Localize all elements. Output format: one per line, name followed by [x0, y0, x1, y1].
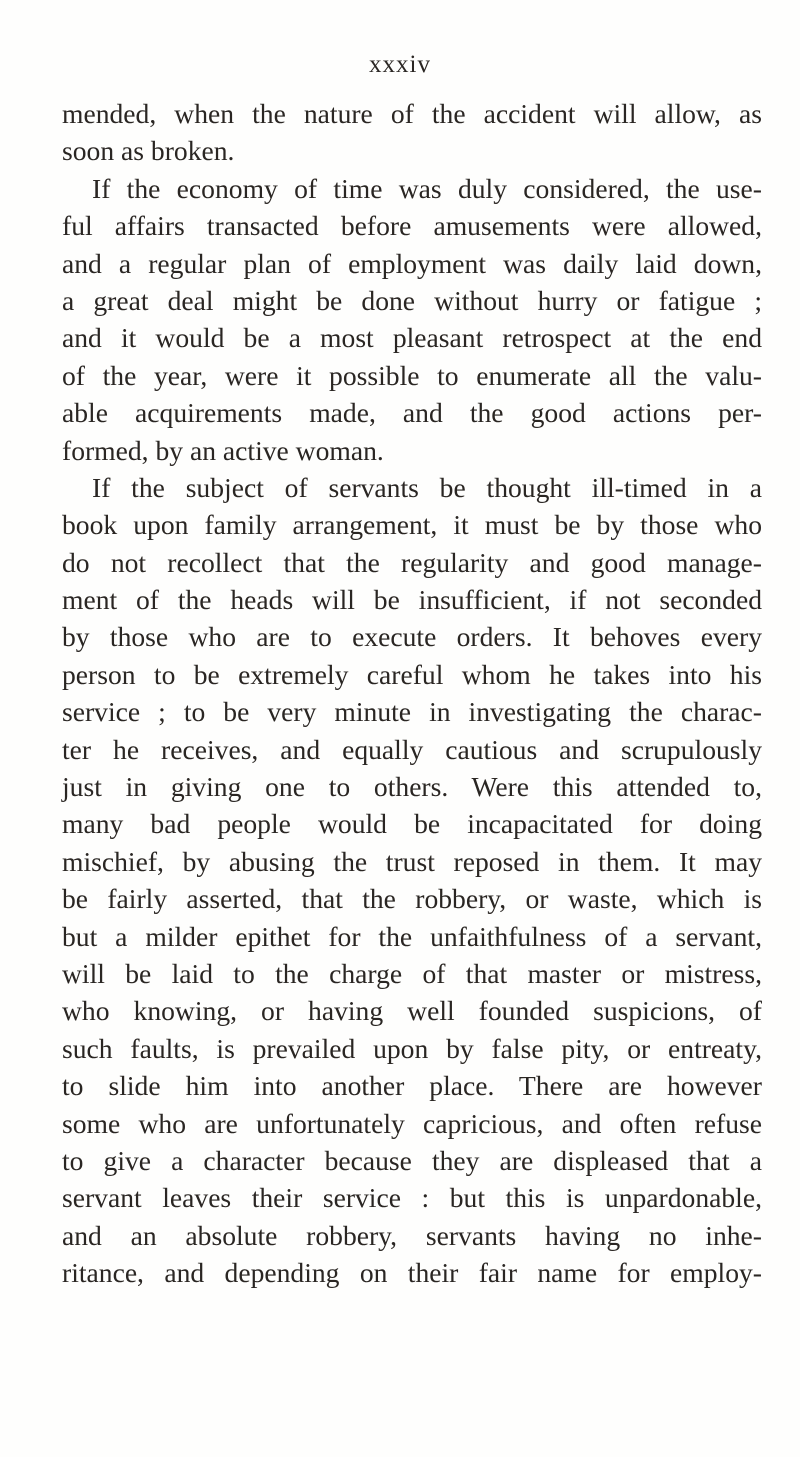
- text-line: and a regular plan of employment was daily laid down,: [62, 247, 762, 279]
- body-text: [62, 95, 762, 1292]
- text-line: ment of the heads will be insufficient, if not seconded: [62, 584, 762, 616]
- text-line: be fairly asserted, that the robbery, or waste, which is: [62, 883, 762, 915]
- text-line: and an absolute robbery, servants having no inhe-: [62, 1219, 762, 1251]
- text-line: and it would be a most pleasant retrospect at the end: [62, 322, 762, 354]
- page-number: xxxiv: [369, 51, 431, 78]
- text-line: by those who are to execute orders. It behoves every: [62, 621, 762, 653]
- text-line: If the subject of servants be thought ill-timed in a: [92, 471, 762, 503]
- text-line: such faults, is prevailed upon by false pity, or entreaty,: [62, 1032, 762, 1064]
- text-line: If the economy of time was duly considered, the use-: [92, 172, 762, 204]
- text-line: many bad people would be incapacitated for doing: [62, 808, 762, 840]
- text-line: mischief, by abusing the trust reposed in them. It may: [62, 845, 762, 877]
- text-line: servant leaves their service : but this is unpardonable,: [62, 1182, 762, 1214]
- text-line: ter he receives, and equally cautious and scrupulously: [62, 733, 762, 765]
- text-line: just in giving one to others. Were this attended to,: [62, 771, 762, 803]
- text-line: book upon family arrangement, it must be by those who: [62, 509, 762, 541]
- text-line: to slide him into another place. There are however: [62, 1070, 762, 1102]
- text-line: ritance, and depending on their fair name for employ-: [62, 1257, 762, 1289]
- text-line: to give a character because they are displeased that a: [62, 1144, 762, 1176]
- text-line: mended, when the nature of the accident will allow, as: [62, 98, 762, 129]
- text-line: person to be extremely careful whom he takes into his: [62, 658, 762, 690]
- text-line: some who are unfortunately capricious, and often refuse: [62, 1107, 762, 1139]
- text-line: who knowing, or having well founded suspicions, of: [62, 995, 762, 1027]
- text-line: do not recollect that the regularity and good manage-: [62, 546, 762, 578]
- text-line: ful affairs transacted before amusements were allowed,: [62, 210, 762, 242]
- text-line: will be laid to the charge of that master or mistress,: [62, 957, 762, 989]
- text-line: able acquirements made, and the good actions per-: [62, 397, 762, 429]
- text-line: formed, by an active woman.: [62, 434, 384, 466]
- text-line: soon as broken.: [62, 135, 235, 167]
- text-line: service ; to be very minute in investigating the charac-: [62, 696, 762, 728]
- text-line: but a milder epithet for the unfaithfulness of a servant,: [62, 920, 762, 952]
- text-line: a great deal might be done without hurry or fatigue ;: [62, 284, 762, 316]
- text-line: of the year, were it possible to enumerate all the valu-: [62, 359, 762, 391]
